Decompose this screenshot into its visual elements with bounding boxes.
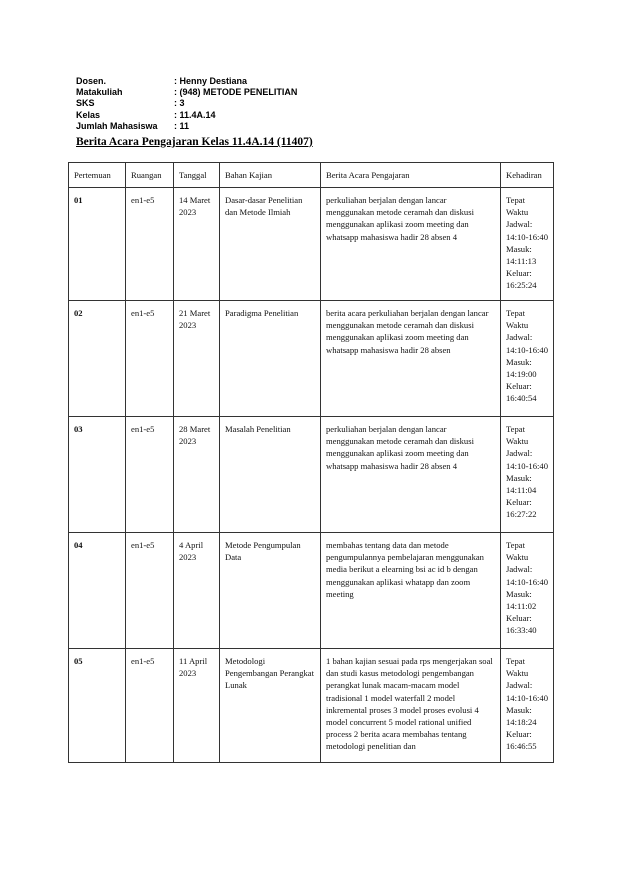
date-cell: 21 Maret 2023 — [174, 301, 220, 417]
attendance-out: Keluar: 16:46:55 — [506, 729, 537, 752]
lecturer-label: Dosen. — [76, 76, 107, 86]
course-label: Matakuliah — [76, 87, 123, 98]
credits-label: SKS — [76, 98, 95, 109]
date-cell: 4 April 2023 — [174, 533, 220, 649]
student-count-row — [76, 121, 297, 132]
attendance-in: Masuk: 14:11:02 — [506, 588, 537, 612]
attendance-in: Masuk: 14:11:13 — [506, 243, 537, 267]
table-row — [69, 301, 554, 417]
course-info-header — [76, 76, 297, 132]
topic-cell: Metodologi Pengembangan Perangkat Lunak — [220, 649, 321, 763]
column-header-ruangan: Ruangan — [126, 163, 174, 188]
meeting-number: 03 — [69, 417, 126, 533]
class-label: Kelas — [76, 109, 101, 120]
attendance-cell — [501, 301, 554, 417]
class-row — [76, 110, 297, 121]
table-row — [69, 188, 554, 301]
attendance-out: Keluar: 16:40:54 — [506, 381, 537, 404]
teaching-report-table — [68, 162, 554, 763]
date-cell: 14 Maret 2023 — [174, 188, 220, 301]
attendance-schedule: Jadwal: 14:10-16:40 — [506, 219, 549, 242]
class-value: : 11.4A.14 — [174, 109, 216, 120]
attendance-schedule: Jadwal: 14:10-16:40 — [506, 564, 549, 587]
attendance-status: Tepat Waktu — [506, 195, 529, 218]
topic-cell: Dasar-dasar Penelitian dan Metode Ilmiah — [220, 188, 321, 301]
column-header-bahan-kajian: Bahan Kajian — [220, 163, 321, 188]
column-header-berita-acara: Berita Acara Pengajaran — [321, 163, 501, 188]
attendance-status: Tepat Waktu — [506, 424, 529, 447]
table-row — [69, 649, 554, 763]
report-cell: membahas tentang data dan metode pengumpulannya pembelajaran menggunakan media berikut a elearning bsi ac id b dengan menggunakan aplikasi whatapp dan zoom meeting — [321, 533, 501, 649]
attendance-status: Tepat Waktu — [506, 656, 529, 679]
room-cell: en1-e5 — [126, 533, 174, 649]
credits-value: : 3 — [174, 98, 185, 109]
lecturer-row — [76, 76, 297, 87]
attendance-out: Keluar: 16:27:22 — [506, 497, 537, 520]
table-header-row — [69, 163, 554, 188]
date-cell: 28 Maret 2023 — [174, 417, 220, 533]
attendance-status: Tepat Waktu — [506, 308, 529, 331]
report-cell: perkuliahan berjalan dengan lancar menggunakan metode ceramah dan diskusi menggunakan aplikasi zoom meeting dan whatsapp mahasiswa hadir 28 absen 4 — [321, 417, 501, 533]
attendance-status: Tepat Waktu — [506, 540, 529, 563]
topic-cell: Paradigma Penelitian — [220, 301, 321, 417]
attendance-cell — [501, 533, 554, 649]
student-count-value: : 11 — [174, 120, 190, 131]
attendance-out: Keluar: 16:25:24 — [506, 268, 537, 291]
topic-cell: Masalah Penelitian — [220, 417, 321, 533]
course-row — [76, 87, 297, 98]
topic-cell: Metode Pengumpulan Data — [220, 533, 321, 649]
attendance-in: Masuk: 14:11:04 — [506, 472, 537, 496]
report-cell: perkuliahan berjalan dengan lancar menggunakan metode ceramah dan diskusi menggunakan aplikasi zoom meeting dan whatsapp mahasiswa hadir 28 absen 4 — [321, 188, 501, 301]
attendance-cell — [501, 649, 554, 763]
student-count-label: Jumlah Mahasiswa — [76, 120, 158, 131]
room-cell: en1-e5 — [126, 301, 174, 417]
meeting-number: 01 — [69, 188, 126, 301]
page-title: Berita Acara Pengajaran Kelas 11.4A.14 (11407) — [76, 136, 313, 148]
report-cell: 1 bahan kajian sesuai pada rps mengerjakan soal dan studi kasus metodologi pengembangan perangkat lunak macam-macam model tradisional 1 model waterfall 2 model inkremental proses 3 model proses evolusi 4 model concurrent 5 model rational unified process 2 berita acara membahas tentang metodologi penelitian dan — [321, 649, 501, 763]
attendance-out: Keluar: 16:33:40 — [506, 613, 537, 636]
column-header-pertemuan: Pertemuan — [69, 163, 126, 188]
attendance-schedule: Jadwal: 14:10-16:40 — [506, 448, 549, 471]
attendance-schedule: Jadwal: 14:10-16:40 — [506, 680, 549, 703]
lecturer-value: : Henny Destiana — [174, 76, 248, 86]
credits-row — [76, 98, 297, 109]
attendance-cell — [501, 417, 554, 533]
report-cell: berita acara perkuliahan berjalan dengan lancar menggunakan metode ceramah dan diskusi menggunakan aplikasi zoom meeting dan whatsapp mahasiswa hadir 28 absen — [321, 301, 501, 417]
meeting-number: 05 — [69, 649, 126, 763]
attendance-in: Masuk: 14:19:00 — [506, 356, 537, 380]
table-row — [69, 533, 554, 649]
attendance-cell — [501, 188, 554, 301]
room-cell: en1-e5 — [126, 649, 174, 763]
room-cell: en1-e5 — [126, 417, 174, 533]
meeting-number: 02 — [69, 301, 126, 417]
room-cell: en1-e5 — [126, 188, 174, 301]
attendance-in: Masuk: 14:18:24 — [506, 704, 537, 728]
column-header-tanggal: Tanggal — [174, 163, 220, 188]
column-header-kehadiran: Kehadiran — [501, 163, 554, 188]
attendance-schedule: Jadwal: 14:10-16:40 — [506, 332, 549, 355]
date-cell: 11 April 2023 — [174, 649, 220, 763]
meeting-number: 04 — [69, 533, 126, 649]
table-row — [69, 417, 554, 533]
course-value: : (948) METODE PENELITIAN — [174, 87, 298, 98]
